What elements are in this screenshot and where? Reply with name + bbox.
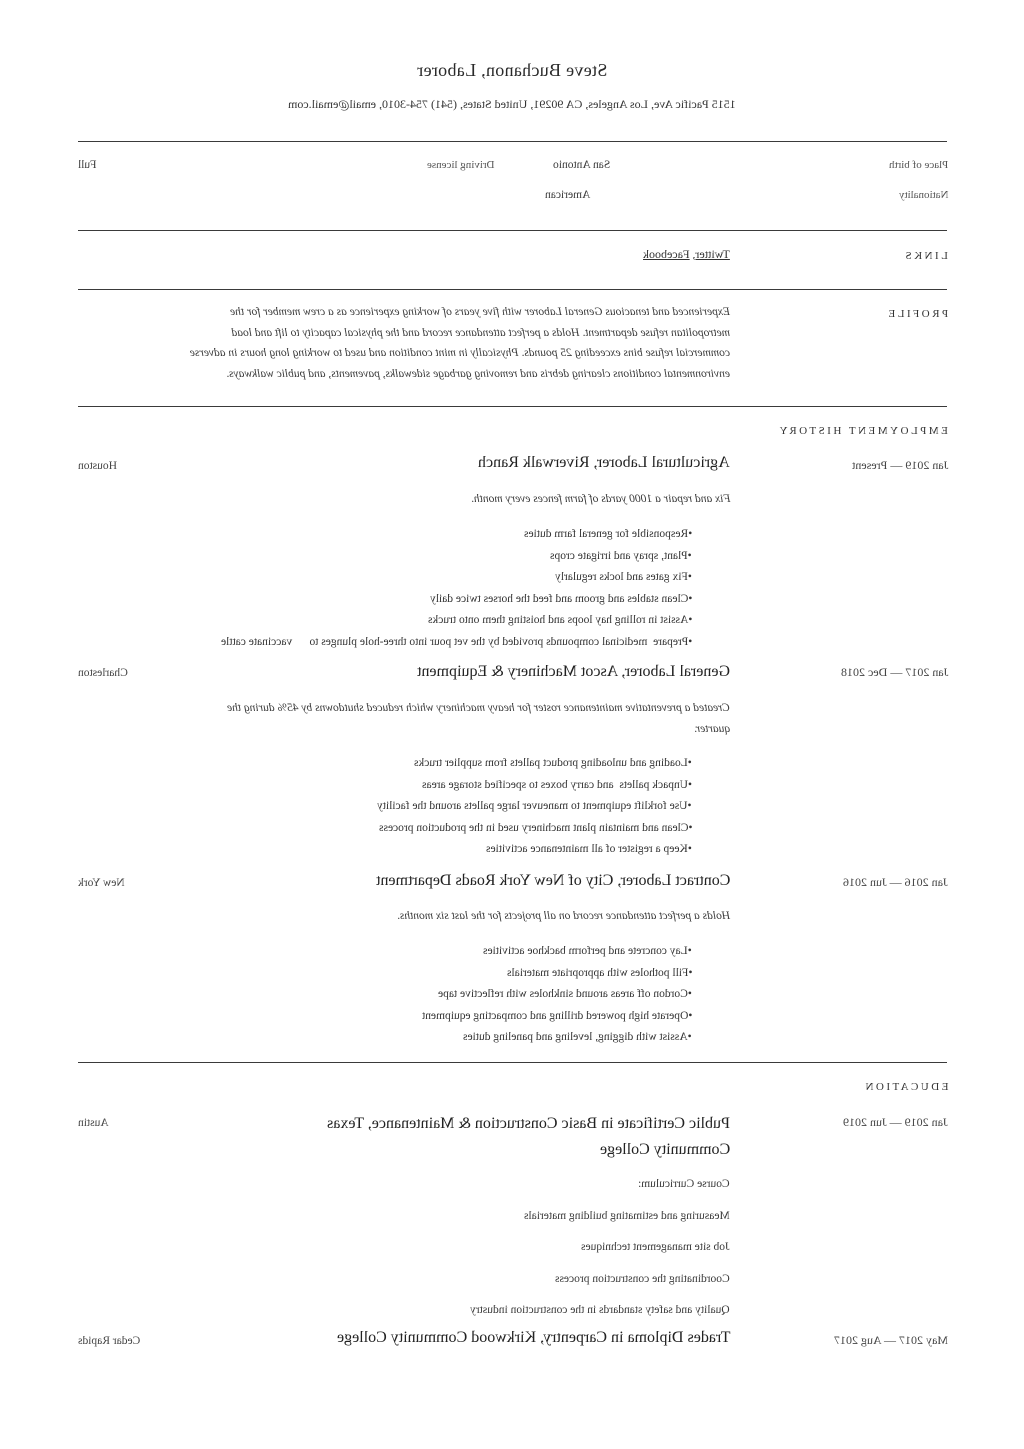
bullet-item: •Use forklift equipment to maneuver large pallets around the facility xyxy=(377,800,693,812)
bullet-item: •Keep a register of all maintenance activities xyxy=(486,843,693,855)
bullet-item: •Cordon off areas around sinkholes with reflective tape xyxy=(438,988,693,1000)
profile-line: environmental conditions clearing debris and removing garbage sidewalks, pavements, and public walkways. xyxy=(226,367,730,380)
bullet-item: •Lay concrete and perform backhoe activities xyxy=(483,945,693,957)
job-bullets xyxy=(221,523,704,652)
job-city: New York xyxy=(78,877,125,889)
place-of-birth-label: Place of birth xyxy=(888,159,948,171)
resume-name: Steve Buchanon, Laborer xyxy=(416,60,608,80)
links-list xyxy=(643,245,730,263)
education-title: Public Certificate in Basic Construction & Maintenance, Texas xyxy=(327,1115,730,1132)
education-dates: May 2017 — Aug 2017 xyxy=(834,1333,948,1347)
job-bullets xyxy=(377,752,704,860)
profile-line: commercial refuse bins exceeding 25 pounds. Physically in mint condition and used to working long hours in adverse xyxy=(189,347,730,359)
job-summary: Holds a perfect attendance record on all projects for the last six months. xyxy=(396,910,730,922)
link-facebook[interactable]: Facebook xyxy=(643,247,690,261)
divider xyxy=(78,406,947,407)
job-dates: Jan 2017 — Dec 2018 xyxy=(840,665,948,679)
job-dates: Jan 2019 — Present xyxy=(851,458,948,472)
resume-header xyxy=(0,60,1024,81)
nationality-label: Nationality xyxy=(898,189,948,201)
education-details xyxy=(470,1168,730,1326)
divider xyxy=(78,230,947,231)
link-separator: , xyxy=(689,249,696,261)
link-twitter[interactable]: Twitter xyxy=(695,247,730,261)
education-line: Course Curriculum: xyxy=(638,1178,730,1190)
contact-address: 1515 Pacific Ave, Los Angeles, CA 90291, United States, (541) 754-3010, email@email.com xyxy=(288,97,736,111)
education-city: Austin xyxy=(78,1117,109,1129)
driving-license-label: Driving license xyxy=(427,159,495,171)
divider xyxy=(78,141,947,142)
job-summary: quarter. xyxy=(693,723,730,735)
bullet-item: •Fix gates and locks regularly xyxy=(555,571,693,583)
education-title: Community College xyxy=(599,1141,730,1158)
bullet-item: •Unpack pallets and carry boxes to specified storage areas xyxy=(422,778,693,791)
driving-license-value: Full xyxy=(78,159,97,171)
education-heading: EDUCATION xyxy=(862,1081,948,1093)
bullet-item: •Assist with digging, leveling and paneling duties xyxy=(463,1031,693,1043)
bullet-item: •Loading and unloading product pallets from supplier trucks xyxy=(414,757,693,769)
education-line: Coordinating the construction process xyxy=(555,1272,730,1285)
job-dates: Jan 2016 — Jun 2016 xyxy=(843,875,948,889)
job-summary: Created a preventative maintenance roster for heavy machinery which reduced shutdowns by 45% during the xyxy=(227,702,730,714)
bullet-item: •Operate high powered drilling and compacting equipment xyxy=(421,1009,693,1022)
job-bullets xyxy=(422,940,704,1048)
education-line: Quality and safety standards in the construction industry xyxy=(470,1304,730,1316)
job-city: Houston xyxy=(78,460,117,472)
job-title: Contract Laborer, City of New York Roads Department xyxy=(375,872,730,889)
bullet-item: •Prepare medicinal compounds provided by the vet pour into three-hole plunges to vaccinate cattle xyxy=(220,635,693,648)
profile-line: Experienced and tenacious General Laborer with five years of working experience as a crew member for the xyxy=(230,306,730,318)
education-dates: Jan 2019 — Jun 2019 xyxy=(843,1115,948,1129)
education-line: Job site management techniques xyxy=(581,1241,730,1253)
bullet-item: •Assist in rolling hay loops and hoisting them onto trucks xyxy=(427,614,693,626)
links-heading: LINKS xyxy=(903,250,948,262)
nationality-value: American xyxy=(544,189,590,201)
profile-text xyxy=(78,302,730,384)
job-title: Agricultural Laborer, Riverwalk Ranch xyxy=(478,454,730,471)
profile-line: metropolitan refuse department. Holds a perfect attendance record and the physical capacity to lift and load xyxy=(231,326,730,339)
divider xyxy=(78,289,947,290)
employment-heading: EMPLOYMENT HISTORY xyxy=(777,425,948,437)
education-line: Measuring and estimating building materials xyxy=(524,1209,730,1222)
education-city: Cedar Rapids xyxy=(78,1335,141,1347)
job-title: General Laborer, Ascot Machinery & Equipment xyxy=(416,663,730,680)
job-city: Charleston xyxy=(78,667,128,679)
bullet-item: •Plant, spray and irrigate crops xyxy=(550,549,693,562)
bullet-item: •Fill potholes with appropriate materials xyxy=(506,966,693,979)
place-of-birth-value: San Antonio xyxy=(552,159,610,171)
bullet-item: •Responsible for general farm duties xyxy=(523,528,693,540)
divider xyxy=(78,1062,947,1063)
job-summary: Fix and repair a 1000 yards of farm fences every month. xyxy=(470,493,730,505)
bullet-item: •Clean and maintain plant machinery used in the production process xyxy=(378,821,693,834)
bullet-item: •Clean stables and groom and feed the horses twice daily xyxy=(429,592,693,605)
education-title: Trades Diploma in Carpentry, Kirkwood Community College xyxy=(336,1329,730,1346)
profile-heading: PROFILE xyxy=(885,308,948,320)
